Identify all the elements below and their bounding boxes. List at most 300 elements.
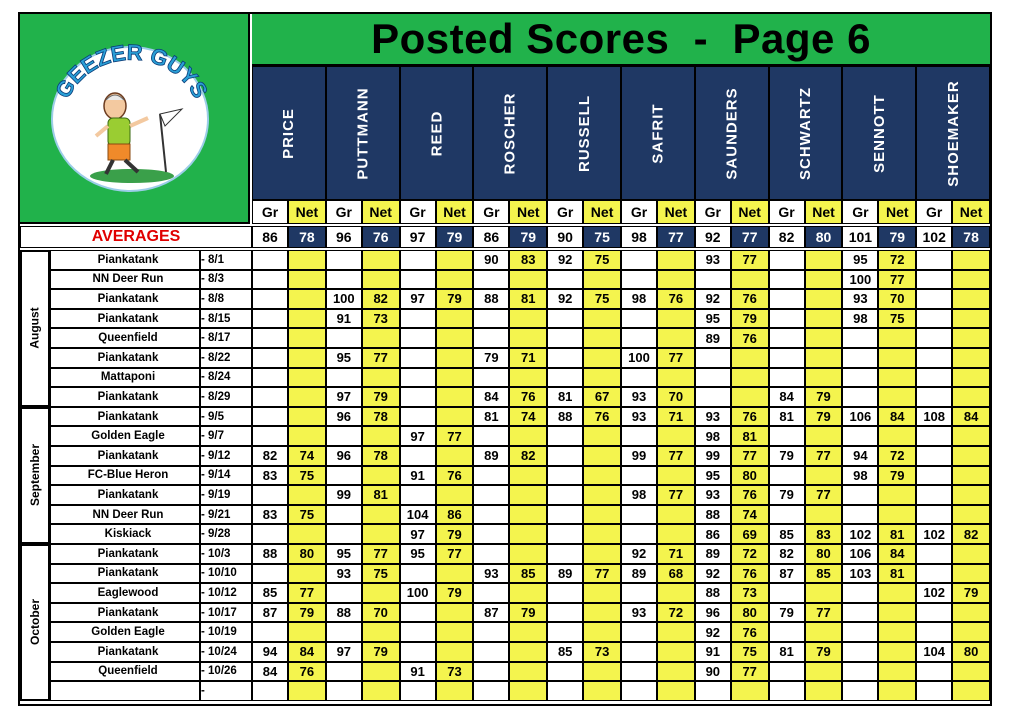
gross-score-text: 92 bbox=[557, 291, 573, 307]
average-gross bbox=[547, 226, 583, 248]
net-score-text: 81 bbox=[742, 428, 757, 444]
net-score-text: 79 bbox=[816, 644, 831, 660]
net-score bbox=[583, 407, 621, 427]
player-name-price-text: PRICE bbox=[280, 107, 298, 159]
gross-score bbox=[842, 328, 878, 348]
net-score bbox=[952, 387, 990, 407]
gross-score bbox=[842, 642, 878, 662]
gross-score bbox=[473, 368, 509, 388]
net-score-text: 79 bbox=[816, 389, 831, 405]
gross-score bbox=[326, 524, 362, 544]
gross-score bbox=[842, 446, 878, 466]
net-score bbox=[731, 505, 769, 525]
gross-score bbox=[547, 662, 583, 682]
course-name-text: Eaglewood bbox=[97, 586, 159, 599]
net-score bbox=[436, 446, 474, 466]
gross-score bbox=[326, 368, 362, 388]
net-score bbox=[509, 622, 547, 642]
average-net-text: 79 bbox=[889, 229, 906, 245]
gross-score bbox=[695, 524, 731, 544]
gross-score bbox=[916, 270, 952, 290]
gross-score bbox=[695, 446, 731, 466]
round-date-text: - 8/3 bbox=[201, 273, 225, 286]
gross-score bbox=[769, 681, 805, 701]
gross-score bbox=[326, 505, 362, 525]
gross-score bbox=[473, 348, 509, 368]
net-score bbox=[657, 485, 695, 505]
gross-score bbox=[695, 309, 731, 329]
gross-header bbox=[695, 200, 731, 224]
gross-score-text: 93 bbox=[484, 565, 499, 581]
net-score bbox=[509, 505, 547, 525]
net-score bbox=[731, 583, 769, 603]
gross-score bbox=[400, 622, 436, 642]
net-score bbox=[731, 368, 769, 388]
net-score-text: 79 bbox=[963, 585, 979, 601]
net-score bbox=[805, 426, 843, 446]
average-gross bbox=[621, 226, 657, 248]
net-score-text: 84 bbox=[890, 546, 905, 562]
net-score bbox=[657, 250, 695, 270]
gross-score bbox=[473, 250, 509, 270]
gross-score-text: 89 bbox=[484, 448, 499, 464]
gross-score bbox=[252, 446, 288, 466]
gross-score bbox=[400, 426, 436, 446]
net-score bbox=[583, 505, 621, 525]
net-score bbox=[805, 681, 843, 701]
gross-score bbox=[695, 348, 731, 368]
gross-score-text: 89 bbox=[705, 330, 721, 346]
gross-score bbox=[326, 622, 362, 642]
gross-score-text: 95 bbox=[705, 311, 721, 327]
player-name-roscher bbox=[473, 66, 547, 200]
net-score-text: 79 bbox=[447, 585, 462, 601]
net-score-text: 72 bbox=[742, 546, 757, 562]
gross-score-text: 102 bbox=[923, 526, 946, 542]
course-name-text: Piankatank bbox=[97, 645, 159, 658]
gross-score-text: 87 bbox=[484, 605, 499, 621]
course-name-text: Piankatank bbox=[97, 410, 159, 423]
net-score bbox=[952, 309, 990, 329]
net-score bbox=[657, 368, 695, 388]
gross-score bbox=[326, 270, 362, 290]
net-score bbox=[583, 309, 621, 329]
net-score bbox=[657, 583, 695, 603]
gross-score-text: 93 bbox=[705, 487, 721, 503]
gross-header-text: Gr bbox=[483, 204, 500, 220]
net-header bbox=[288, 200, 326, 224]
net-score bbox=[362, 603, 400, 623]
net-score-text: 73 bbox=[742, 585, 757, 601]
net-score bbox=[878, 564, 916, 584]
net-score bbox=[583, 485, 621, 505]
gross-score-text: 88 bbox=[262, 546, 278, 562]
net-score bbox=[288, 642, 326, 662]
net-score bbox=[731, 387, 769, 407]
net-score bbox=[362, 583, 400, 603]
gross-score bbox=[695, 681, 731, 701]
gross-score bbox=[695, 407, 731, 427]
gross-score-text: 87 bbox=[779, 565, 794, 581]
net-score bbox=[436, 270, 474, 290]
net-score bbox=[878, 622, 916, 642]
gross-score bbox=[621, 426, 657, 446]
net-score bbox=[657, 328, 695, 348]
gross-score bbox=[842, 544, 878, 564]
round-date bbox=[200, 505, 252, 525]
net-score bbox=[731, 564, 769, 584]
net-header-text: Net bbox=[295, 204, 319, 220]
net-score-text: 77 bbox=[890, 271, 905, 287]
net-score-text: 77 bbox=[742, 663, 757, 679]
net-score bbox=[952, 544, 990, 564]
gross-score bbox=[252, 250, 288, 270]
net-score-text: 71 bbox=[668, 546, 684, 562]
net-score-text: 73 bbox=[373, 311, 388, 327]
gross-score bbox=[621, 485, 657, 505]
round-date bbox=[200, 544, 252, 564]
gross-score bbox=[769, 485, 805, 505]
gross-score-text: 84 bbox=[779, 389, 794, 405]
course-name-text: Golden Eagle bbox=[91, 430, 165, 443]
course-name-text: Piankatank bbox=[97, 312, 159, 325]
gross-score bbox=[916, 426, 952, 446]
gross-score-text: 91 bbox=[410, 663, 425, 679]
round-date-text: - 10/19 bbox=[201, 626, 237, 639]
net-score bbox=[657, 426, 695, 446]
net-score bbox=[731, 622, 769, 642]
gross-score bbox=[547, 583, 583, 603]
gross-score bbox=[547, 407, 583, 427]
average-net bbox=[878, 226, 916, 248]
net-score bbox=[878, 289, 916, 309]
net-score bbox=[657, 524, 695, 544]
gross-score bbox=[252, 524, 288, 544]
gross-score bbox=[400, 485, 436, 505]
net-score bbox=[509, 524, 547, 544]
gross-score bbox=[400, 328, 436, 348]
net-score bbox=[805, 544, 843, 564]
net-score bbox=[509, 681, 547, 701]
gross-score bbox=[842, 662, 878, 682]
net-score bbox=[657, 681, 695, 701]
net-score-text: 77 bbox=[373, 350, 388, 366]
net-score-text: 77 bbox=[742, 252, 757, 268]
net-score bbox=[583, 426, 621, 446]
round-date-text: - 8/1 bbox=[201, 253, 225, 266]
round-date bbox=[200, 662, 252, 682]
gross-score-text: 100 bbox=[849, 271, 872, 287]
gross-score-text: 89 bbox=[705, 546, 721, 562]
net-score-text: 76 bbox=[447, 467, 462, 483]
round-date bbox=[200, 368, 252, 388]
gross-score bbox=[473, 681, 509, 701]
net-score bbox=[288, 407, 326, 427]
net-score-text: 77 bbox=[299, 585, 315, 601]
gross-score bbox=[769, 524, 805, 544]
gross-score bbox=[695, 368, 731, 388]
net-score bbox=[509, 270, 547, 290]
net-score bbox=[362, 544, 400, 564]
net-score-text: 70 bbox=[373, 605, 388, 621]
gross-header-text: Gr bbox=[557, 204, 574, 220]
net-score bbox=[805, 485, 843, 505]
net-score bbox=[583, 524, 621, 544]
gross-score bbox=[326, 426, 362, 446]
gross-score-text: 91 bbox=[705, 644, 721, 660]
net-score bbox=[731, 250, 769, 270]
net-score bbox=[436, 348, 474, 368]
gross-score bbox=[916, 583, 952, 603]
gross-score bbox=[252, 426, 288, 446]
gross-score bbox=[473, 446, 509, 466]
gross-score-text: 106 bbox=[849, 546, 872, 562]
gross-score bbox=[400, 564, 436, 584]
gross-header bbox=[769, 200, 805, 224]
net-score bbox=[288, 662, 326, 682]
net-score bbox=[509, 446, 547, 466]
net-score-text: 83 bbox=[816, 526, 831, 542]
round-date bbox=[200, 348, 252, 368]
gross-score bbox=[326, 564, 362, 584]
gross-score-text: 88 bbox=[557, 409, 573, 425]
net-header bbox=[657, 200, 695, 224]
gross-score bbox=[842, 270, 878, 290]
net-score-text: 79 bbox=[447, 291, 462, 307]
net-score bbox=[362, 505, 400, 525]
course-name bbox=[50, 662, 200, 682]
net-score-text: 80 bbox=[742, 605, 757, 621]
net-score bbox=[952, 270, 990, 290]
gross-score bbox=[695, 387, 731, 407]
gross-score-text: 88 bbox=[484, 291, 499, 307]
gross-score-text: 92 bbox=[705, 291, 721, 307]
net-score bbox=[657, 622, 695, 642]
gross-score bbox=[842, 426, 878, 446]
net-score bbox=[731, 289, 769, 309]
gross-score bbox=[547, 603, 583, 623]
net-score bbox=[583, 544, 621, 564]
player-name-shoemaker-text: SHOEMAKER bbox=[944, 79, 962, 187]
player-name-reed bbox=[400, 66, 474, 200]
gross-score-text: 93 bbox=[631, 605, 647, 621]
gross-score-text: 104 bbox=[923, 644, 946, 660]
gross-score bbox=[842, 583, 878, 603]
average-gross-text: 82 bbox=[778, 229, 795, 245]
net-score-text: 77 bbox=[447, 546, 462, 562]
gross-score-text: 92 bbox=[705, 565, 721, 581]
net-score-text: 77 bbox=[816, 448, 831, 464]
gross-score bbox=[769, 662, 805, 682]
gross-score bbox=[621, 524, 657, 544]
gross-score bbox=[916, 603, 952, 623]
round-date-text: - 10/24 bbox=[201, 645, 237, 658]
gross-score-text: 91 bbox=[410, 467, 425, 483]
net-score bbox=[436, 544, 474, 564]
course-name-text: Piankatank bbox=[97, 253, 159, 266]
net-score bbox=[878, 250, 916, 270]
average-gross bbox=[916, 226, 952, 248]
net-score bbox=[805, 662, 843, 682]
net-header-text: Net bbox=[886, 204, 909, 220]
course-name bbox=[50, 544, 200, 564]
net-score-text: 77 bbox=[373, 546, 388, 562]
gross-score bbox=[916, 289, 952, 309]
month-label-august-text: August bbox=[28, 307, 43, 350]
gross-score-text: 79 bbox=[484, 350, 499, 366]
gross-score bbox=[547, 564, 583, 584]
average-net bbox=[288, 226, 326, 248]
gross-score bbox=[842, 622, 878, 642]
gross-score bbox=[252, 348, 288, 368]
gross-score bbox=[916, 505, 952, 525]
course-name bbox=[50, 583, 200, 603]
average-net bbox=[509, 226, 547, 248]
gross-score-text: 92 bbox=[557, 252, 573, 268]
gross-score bbox=[473, 505, 509, 525]
net-score bbox=[952, 250, 990, 270]
gross-header-text: Gr bbox=[926, 204, 943, 220]
average-gross-text: 102 bbox=[922, 229, 946, 245]
gross-score bbox=[252, 603, 288, 623]
net-score-text: 68 bbox=[668, 565, 684, 581]
net-score bbox=[362, 387, 400, 407]
net-score bbox=[952, 348, 990, 368]
net-score bbox=[509, 603, 547, 623]
net-score bbox=[583, 446, 621, 466]
gross-score bbox=[916, 328, 952, 348]
course-name bbox=[50, 446, 200, 466]
course-name bbox=[50, 348, 200, 368]
net-header-text: Net bbox=[812, 204, 835, 220]
net-score bbox=[288, 622, 326, 642]
player-name-russell bbox=[547, 66, 621, 200]
net-header-text: Net bbox=[959, 204, 983, 220]
gross-score bbox=[547, 309, 583, 329]
gross-score-text: 90 bbox=[705, 663, 721, 679]
course-name bbox=[50, 485, 200, 505]
round-date-text: - 9/14 bbox=[201, 469, 231, 482]
gross-score bbox=[769, 603, 805, 623]
gross-score bbox=[695, 485, 731, 505]
gross-score-text: 93 bbox=[853, 291, 868, 307]
net-score-text: 76 bbox=[742, 624, 757, 640]
player-name-schwartz-text: SCHWARTZ bbox=[797, 86, 814, 180]
net-score-text: 76 bbox=[521, 389, 536, 405]
net-header bbox=[583, 200, 621, 224]
net-score-text: 77 bbox=[816, 605, 831, 621]
net-score bbox=[509, 250, 547, 270]
gross-score-text: 102 bbox=[923, 585, 946, 601]
round-date-text: - 8/24 bbox=[201, 371, 231, 384]
net-score bbox=[952, 681, 990, 701]
net-score bbox=[878, 407, 916, 427]
gross-score bbox=[916, 622, 952, 642]
gross-score bbox=[769, 446, 805, 466]
net-score bbox=[657, 642, 695, 662]
player-name-schwartz bbox=[769, 66, 843, 200]
net-score bbox=[657, 270, 695, 290]
gross-score bbox=[842, 681, 878, 701]
round-date bbox=[200, 583, 252, 603]
net-score-text: 74 bbox=[299, 448, 315, 464]
net-score-text: 77 bbox=[668, 448, 684, 464]
gross-score bbox=[695, 466, 731, 486]
gross-score bbox=[547, 622, 583, 642]
net-score bbox=[288, 564, 326, 584]
gross-score-text: 108 bbox=[923, 409, 946, 425]
gross-score-text: 93 bbox=[705, 409, 721, 425]
gross-score bbox=[547, 446, 583, 466]
gross-score bbox=[621, 289, 657, 309]
player-name-shoemaker bbox=[916, 66, 990, 200]
gross-score bbox=[400, 544, 436, 564]
gross-score bbox=[547, 466, 583, 486]
net-score-text: 67 bbox=[594, 389, 610, 405]
gross-score bbox=[473, 603, 509, 623]
net-score bbox=[436, 505, 474, 525]
net-score bbox=[288, 505, 326, 525]
net-score bbox=[805, 446, 843, 466]
round-date bbox=[200, 289, 252, 309]
net-score bbox=[805, 505, 843, 525]
net-score-text: 85 bbox=[816, 565, 831, 581]
gross-score-text: 96 bbox=[336, 409, 352, 425]
gross-score bbox=[916, 446, 952, 466]
gross-score bbox=[621, 407, 657, 427]
net-score bbox=[288, 289, 326, 309]
gross-score bbox=[621, 642, 657, 662]
gross-score-text: 81 bbox=[779, 409, 794, 425]
net-score bbox=[805, 309, 843, 329]
net-score bbox=[952, 407, 990, 427]
round-date bbox=[200, 387, 252, 407]
player-name-puttmann bbox=[326, 66, 400, 200]
average-net-text: 79 bbox=[446, 229, 463, 245]
course-name-text: Piankatank bbox=[97, 390, 159, 403]
net-score bbox=[878, 466, 916, 486]
gross-score bbox=[252, 662, 288, 682]
month-label-september bbox=[20, 407, 50, 544]
net-score bbox=[436, 387, 474, 407]
net-score bbox=[657, 348, 695, 368]
net-score bbox=[878, 544, 916, 564]
net-score-text: 73 bbox=[594, 644, 610, 660]
net-score bbox=[288, 603, 326, 623]
course-name-text: Piankatank bbox=[97, 547, 159, 560]
gross-score bbox=[547, 426, 583, 446]
net-score bbox=[878, 662, 916, 682]
gross-header bbox=[252, 200, 288, 224]
gross-score bbox=[621, 603, 657, 623]
net-score bbox=[731, 426, 769, 446]
gross-score bbox=[916, 387, 952, 407]
net-score bbox=[952, 505, 990, 525]
net-score bbox=[288, 250, 326, 270]
net-score bbox=[509, 387, 547, 407]
course-name-text: Piankatank bbox=[97, 351, 159, 364]
gross-header bbox=[326, 200, 362, 224]
course-name bbox=[50, 407, 200, 427]
course-name-text: FC-Blue Heron bbox=[87, 469, 169, 482]
gross-score bbox=[842, 348, 878, 368]
course-name-text: Mattaponi bbox=[100, 371, 156, 384]
net-score-text: 84 bbox=[890, 409, 905, 425]
month-label-october-text: October bbox=[28, 599, 43, 646]
net-score bbox=[436, 524, 474, 544]
net-score-text: 70 bbox=[890, 291, 905, 307]
gross-score-text: 81 bbox=[484, 409, 499, 425]
